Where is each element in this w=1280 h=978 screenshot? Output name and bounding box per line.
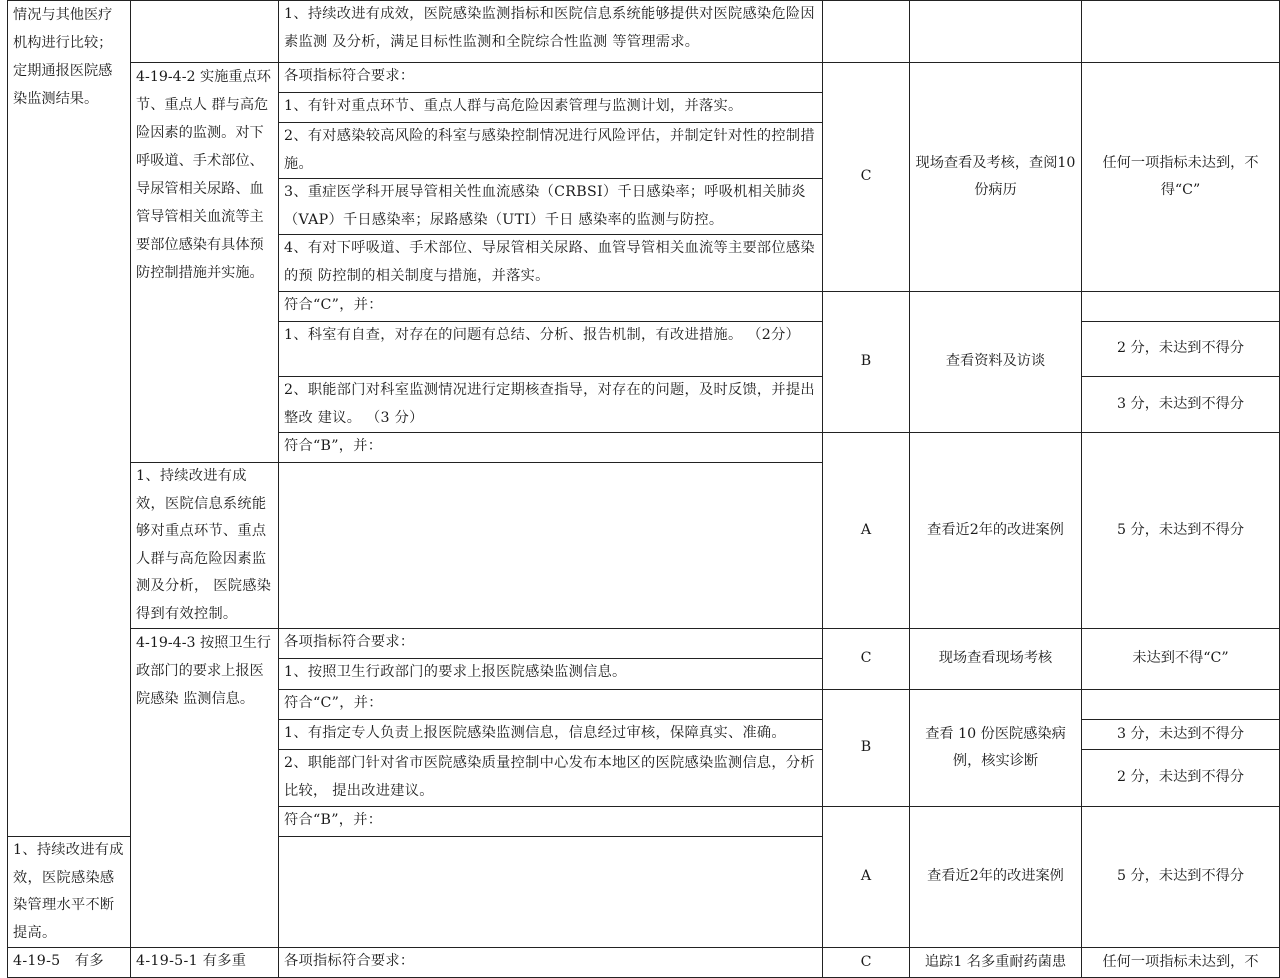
method: 追踪1 名多重耐药菌患 xyxy=(910,948,1082,978)
grade-a: A xyxy=(823,807,910,948)
score: 2 分，未达到不得分 xyxy=(1082,322,1280,377)
b-header: 符合“C”，并： xyxy=(279,690,823,720)
empty-cell xyxy=(1082,690,1280,720)
c-item-3: 3、重症医学科开展导管相关性血流感染（CRBSI）千日感染率；呼吸机相关肺炎（VAP）千日感染率；尿路感染（UTI）千日 感染率的监测与防控。 xyxy=(279,179,823,235)
b-item-1: 1、有指定专人负责上报医院感染监测信息，信息经过审核，保障真实、准确。 xyxy=(279,720,823,750)
grade-c: C xyxy=(823,629,910,690)
method: 现场查看现场考核 xyxy=(910,629,1082,690)
c-header: 各项指标符合要求： xyxy=(279,629,823,659)
a-header: 符合“B”，并： xyxy=(279,807,823,837)
b-header: 符合“C”，并： xyxy=(279,292,823,322)
item-4-19-5-title: 4-19-5 有多 xyxy=(8,948,131,978)
c-item-2: 2、有对感染较高风险的科室与感染控制情况进行风险评估，并制定针对性的控制措施。 xyxy=(279,123,823,179)
method: 查看资料及访谈 xyxy=(910,292,1082,433)
c-item-4: 4、有对下呼吸道、手术部位、导尿管相关尿路、血管导管相关血流等主要部位感染的预 防控制的相关制度与措施，并落实。 xyxy=(279,235,823,292)
top-row-text: 1、持续改进有成效，医院感染监测指标和医院信息系统能够提供对医院感染危险因素监测 及分析，满足目标性监测和全院综合性监测 等管理需求。 xyxy=(279,1,823,63)
grade-c: C xyxy=(823,948,910,978)
score: 未达到不得“C” xyxy=(1082,629,1280,690)
b-item-2: 2、职能部门对科室监测情况进行定期核查指导，对存在的问题，及时反馈，并提出整改 建议。 （3 分） xyxy=(279,377,823,433)
grade-c: C xyxy=(823,63,910,292)
score: 5 分，未达到不得分 xyxy=(1082,433,1280,629)
empty-cell xyxy=(1082,1,1280,63)
empty-cell xyxy=(131,1,279,63)
standards-table xyxy=(7,0,1280,978)
b-item-1: 1、科室有自查，对存在的问题有总结、分析、报告机制，有改进措施。 （2分） xyxy=(279,322,823,377)
score: 3 分，未达到不得分 xyxy=(1082,720,1280,750)
a-item-1: 1、持续改进有成效，医院信息系统能够对重点环节、重点人群与高危险因素监测及分析， 医院感染得到有效控制。 xyxy=(131,463,279,629)
col1-description: 情况与其他医疗机构进行比较；定期通报医院感染监测结果。 xyxy=(8,1,131,837)
method: 现场查看及考核，查阅10 份病历 xyxy=(910,63,1082,292)
a-item-1: 1、持续改进有成效，医院感染感染管理水平不断提高。 xyxy=(8,837,131,948)
empty-cell xyxy=(1082,292,1280,322)
item-4-19-4-2-title: 4-19-4-2 实施重点环节、重点人 群与高危险因素的监测。对下呼吸道、手术部位、导尿管相关尿路、血管导管相关血流等主要部位感染有具体预防控制措施并实施。 xyxy=(131,63,279,463)
score: 任何一项指标未达到，不得“C” xyxy=(1082,63,1280,292)
grade-a: A xyxy=(823,433,910,629)
c-header: 各项指标符合要求： xyxy=(279,63,823,93)
method: 查看近2年的改进案例 xyxy=(910,433,1082,629)
method: 查看近2年的改进案例 xyxy=(910,807,1082,948)
score: 2 分，未达到不得分 xyxy=(1082,750,1280,807)
empty-cell xyxy=(910,1,1082,63)
item-4-19-5-1-title: 4-19-5-1 有多重 xyxy=(131,948,279,978)
grade-b: B xyxy=(823,690,910,807)
score: 5 分，未达到不得分 xyxy=(1082,807,1280,948)
c-header: 各项指标符合要求： xyxy=(279,948,823,978)
b-item-2: 2、职能部门针对省市医院感染质量控制中心发布本地区的医院感染监测信息，分析比较， 提出改进建议。 xyxy=(279,750,823,807)
item-4-19-4-3-title: 4-19-4-3 按照卫生行政部门的要求上报医院感染 监测信息。 xyxy=(131,629,279,948)
grade-b: B xyxy=(823,292,910,433)
score: 3 分，未达到不得分 xyxy=(1082,377,1280,433)
score: 任何一项指标未达到，不 xyxy=(1082,948,1280,978)
empty-cell xyxy=(823,1,910,63)
c-item-1: 1、按照卫生行政部门的要求上报医院感染监测信息。 xyxy=(279,659,823,690)
a-header: 符合“B”，并： xyxy=(279,433,823,463)
method: 查看 10 份医院感染病例，核实诊断 xyxy=(910,690,1082,807)
c-item-1: 1、有针对重点环节、重点人群与高危险因素管理与监测计划，并落实。 xyxy=(279,93,823,123)
